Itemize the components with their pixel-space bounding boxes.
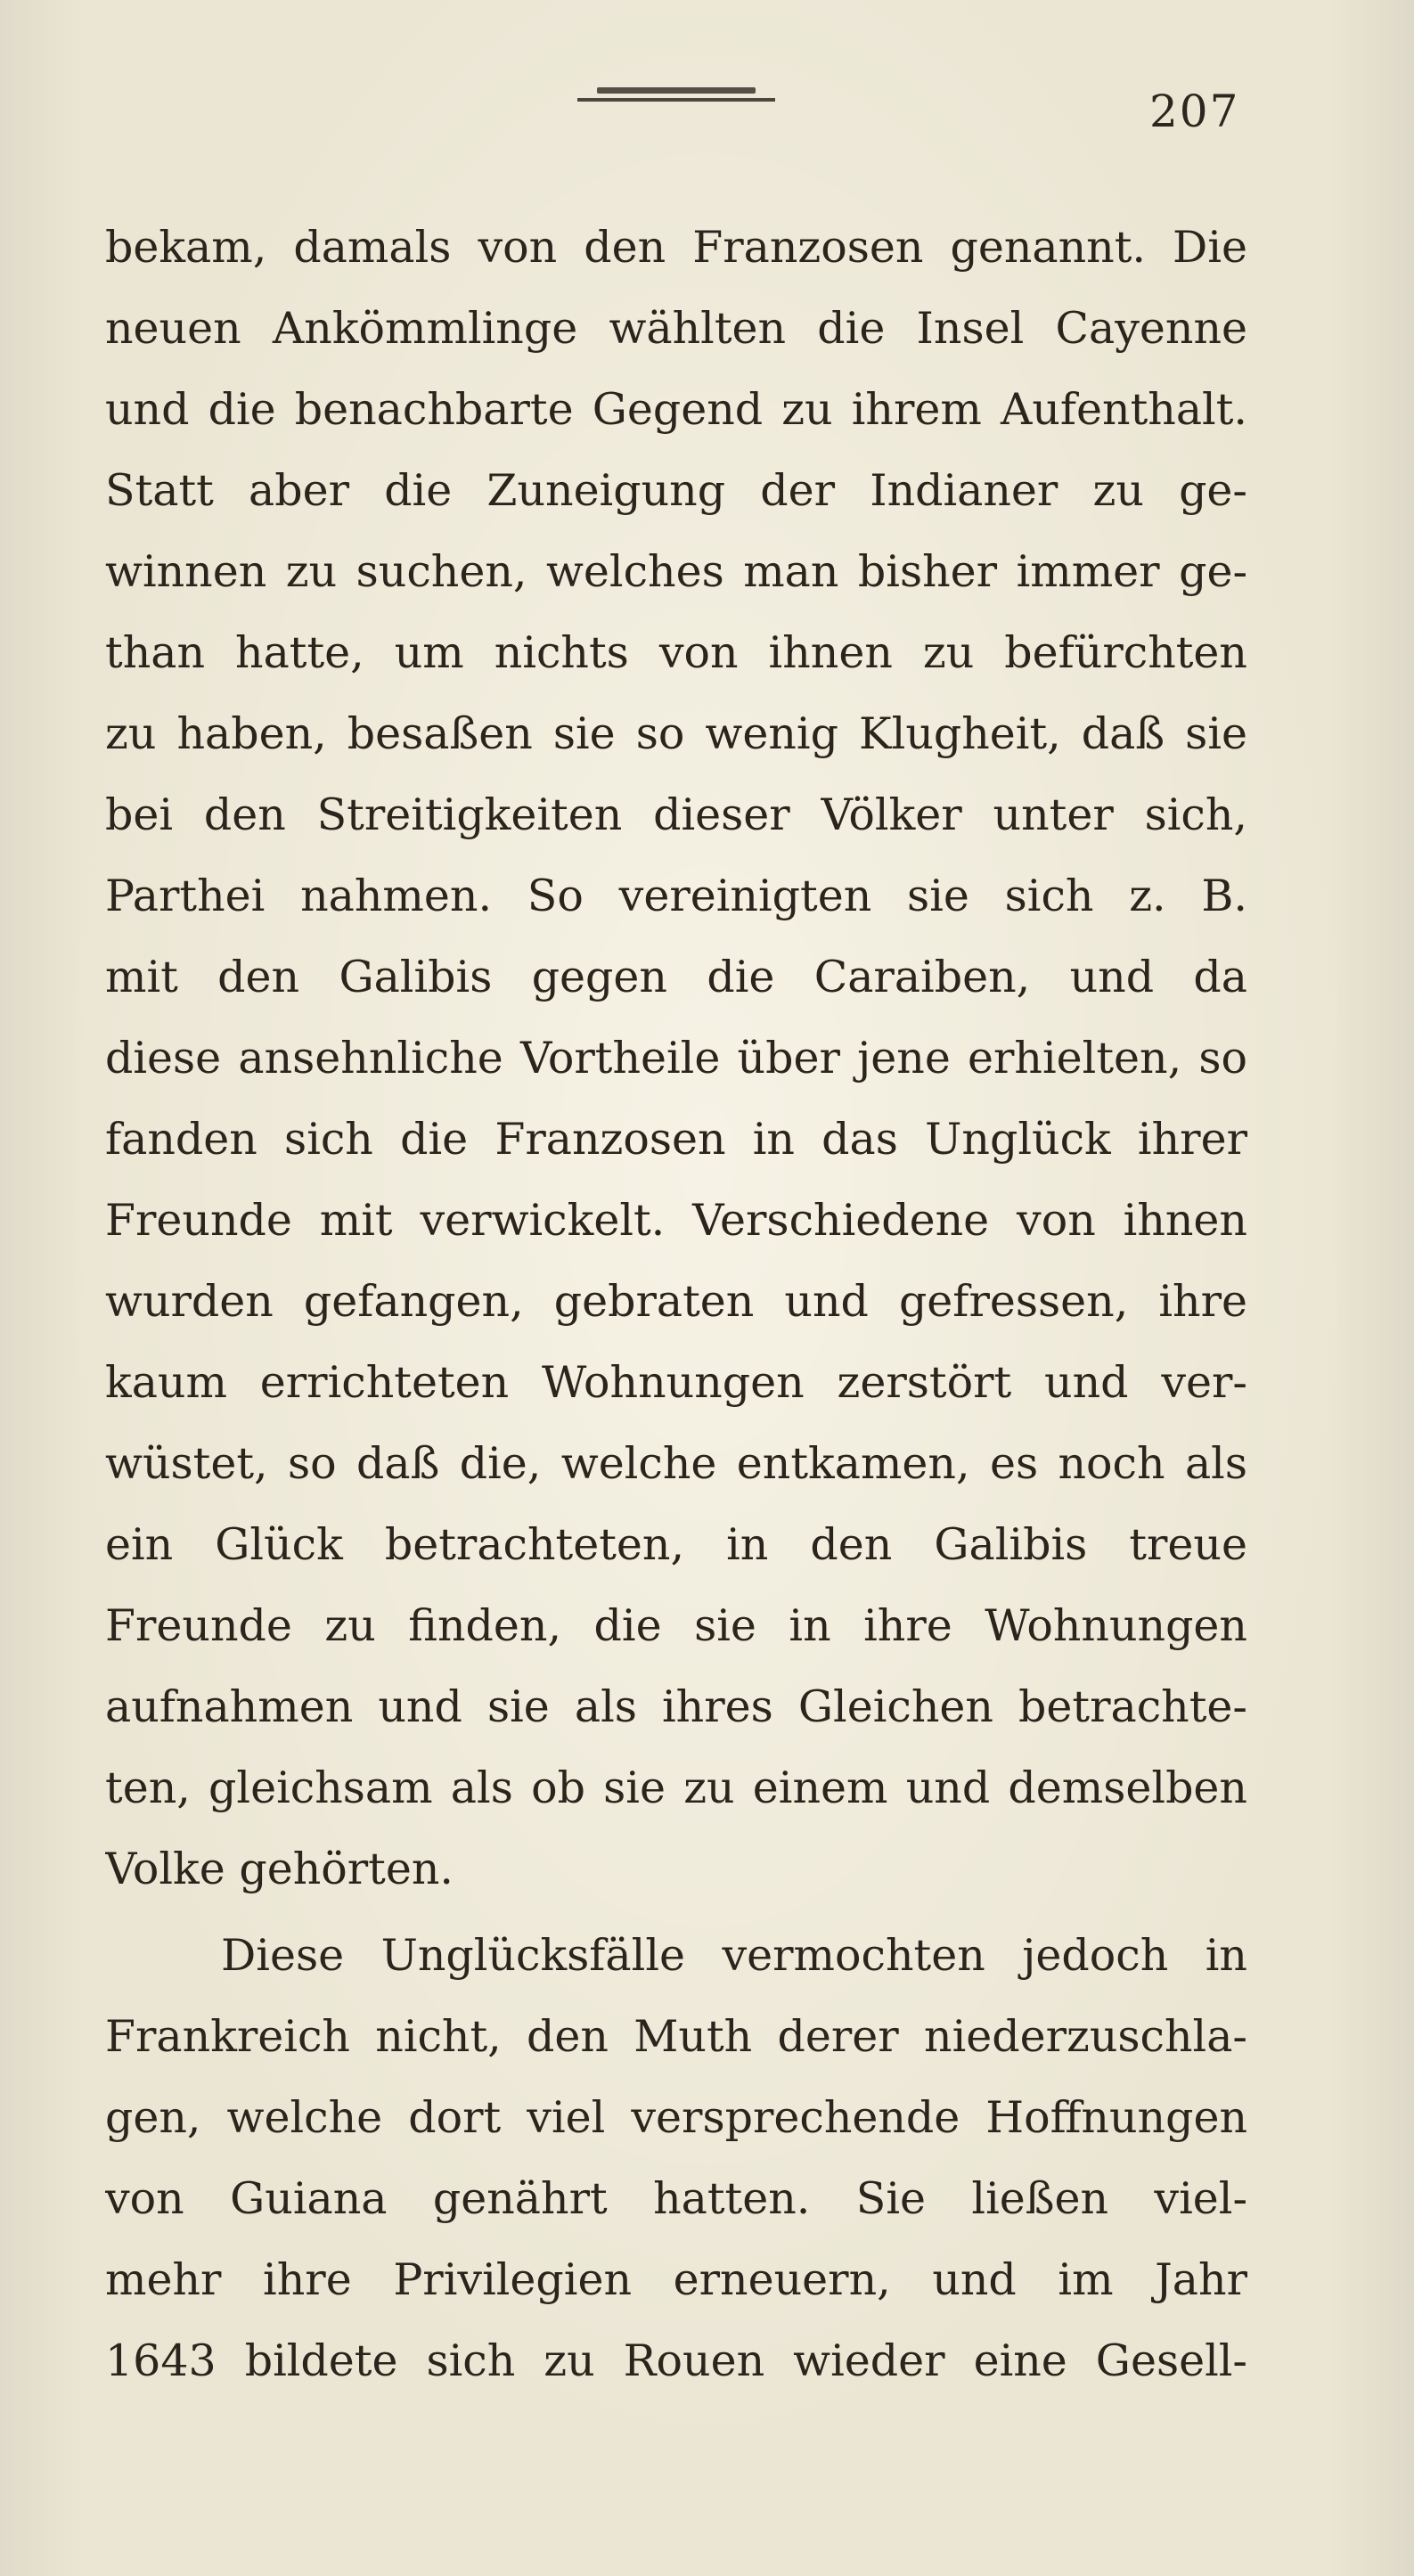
text-line: bekam, damals von den Franzosen genannt. Die	[105, 222, 1247, 273]
text-line: aufnahmen und sie als ihres Gleichen betrachte-	[105, 1681, 1247, 1732]
text-line: Parthei nahmen. So vereinigten sie sich z. B.	[105, 871, 1247, 921]
text-line: Freunde zu finden, die sie in ihre Wohnungen	[105, 1600, 1247, 1651]
text-line: gen, welche dort viel versprechende Hoffnungen	[105, 2092, 1247, 2143]
page-number: 207	[1149, 86, 1240, 137]
text-line: kaum errichteten Wohnungen zerstört und ver-	[105, 1357, 1247, 1408]
text-line: Freunde mit verwickelt. Verschiedene von ihnen	[105, 1195, 1247, 1246]
text-line: diese ansehnliche Vortheile über jene erhielten, so	[105, 1033, 1247, 1084]
text-line: bei den Streitigkeiten dieser Völker unter sich,	[105, 789, 1247, 840]
text-line: wüstet, so daß die, welche entkamen, es noch als	[105, 1438, 1247, 1489]
text-line: Volke gehörten.	[105, 1844, 454, 1894]
text-line: fanden sich die Franzosen in das Unglück ihrer	[105, 1114, 1247, 1165]
ornament-bar-top	[597, 87, 756, 94]
text-line: mit den Galibis gegen die Caraiben, und da	[105, 952, 1247, 1002]
text-line: und die benachbarte Gegend zu ihrem Aufenthalt.	[105, 384, 1247, 435]
text-line: than hatte, um nichts von ihnen zu befürchten	[105, 627, 1247, 678]
text-line: Diese Unglücksfälle vermochten jedoch in	[221, 1930, 1247, 1981]
ornament-bar-bottom	[577, 98, 775, 102]
text-line: Frankreich nicht, den Muth derer niederzuschla-	[105, 2011, 1247, 2062]
text-line: wurden gefangen, gebraten und gefressen, ihre	[105, 1276, 1247, 1327]
text-line: neuen Ankömmlinge wählten die Insel Cayenne	[105, 303, 1247, 354]
header-ornament-rule	[577, 86, 775, 105]
text-line: mehr ihre Privilegien erneuern, und im Jahr	[105, 2254, 1247, 2305]
text-line: 1643 bildete sich zu Rouen wieder eine Gesell-	[105, 2335, 1247, 2386]
body-text	[105, 207, 1247, 2401]
text-line: ein Glück betrachteten, in den Galibis treue	[105, 1519, 1247, 1570]
text-line: ten, gleichsam als ob sie zu einem und demselben	[105, 1762, 1247, 1813]
text-line: winnen zu suchen, welches man bisher immer ge-	[105, 546, 1247, 597]
text-line: zu haben, besaßen sie so wenig Klugheit, daß sie	[105, 708, 1247, 759]
text-line: Statt aber die Zuneigung der Indianer zu ge-	[105, 465, 1247, 516]
text-line: von Guiana genährt hatten. Sie ließen viel-	[105, 2173, 1247, 2224]
